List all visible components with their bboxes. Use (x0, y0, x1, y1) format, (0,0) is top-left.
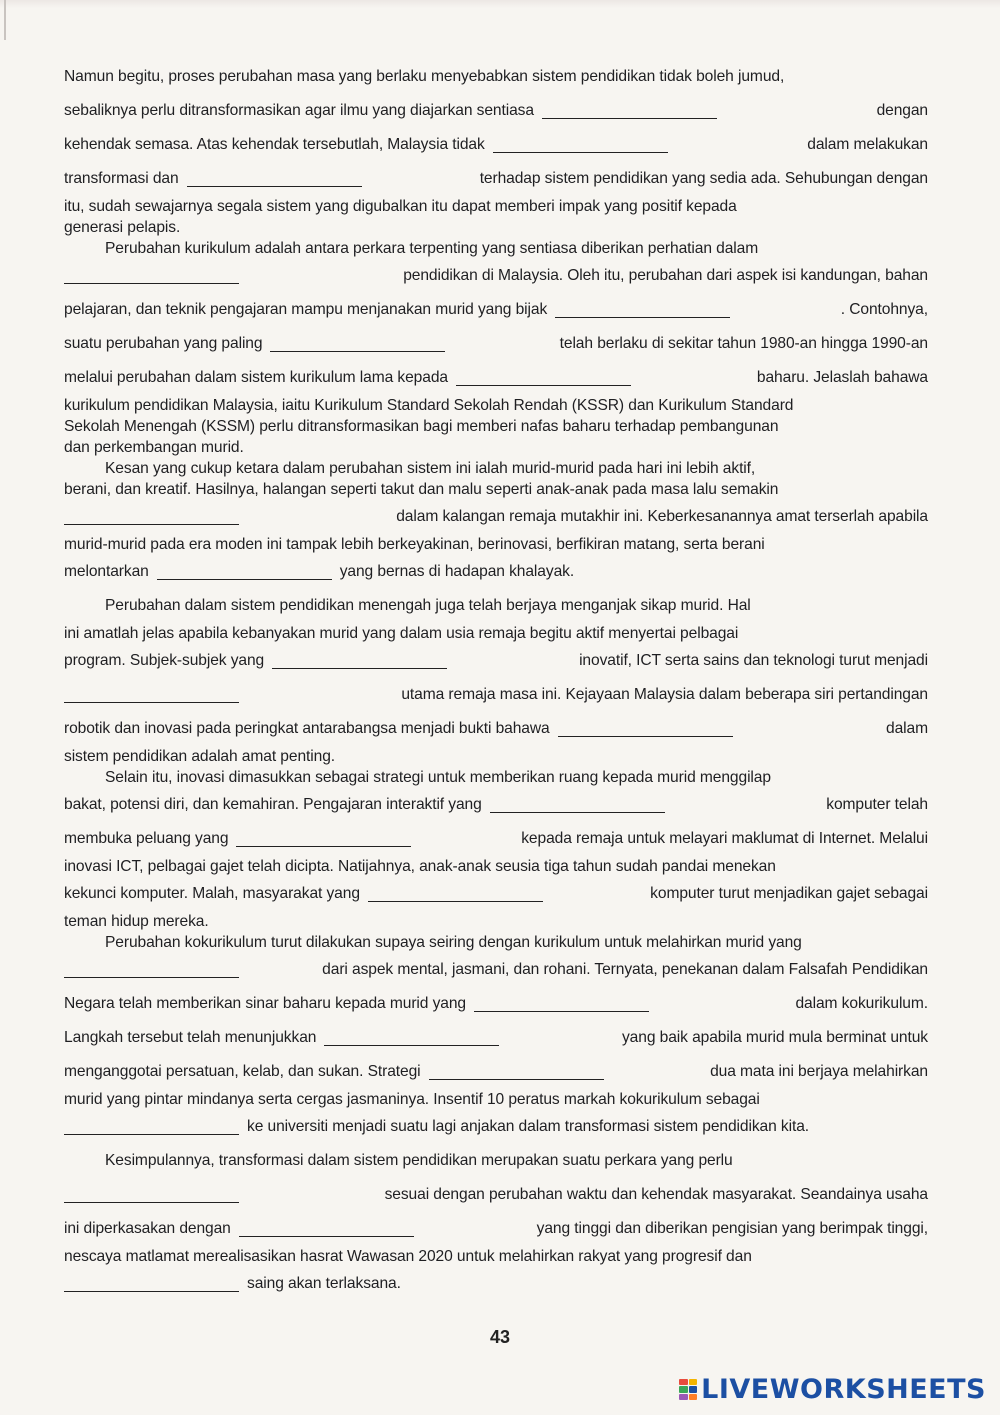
text-segment: terhadap sistem pendidikan yang sedia ada. Sehubungan dengan (479, 170, 928, 187)
answer-blank[interactable] (324, 1029, 499, 1046)
page-top-edge (0, 0, 1000, 8)
text-segment: dengan (876, 102, 928, 119)
text-segment: kepada remaja untuk melayari maklumat di Internet. Melalui (521, 830, 928, 847)
logo-square (689, 1379, 698, 1386)
answer-blank[interactable] (64, 1275, 239, 1292)
text-line (64, 500, 928, 534)
text-segment: nescaya matlamat merealisasikan hasrat Wawasan 2020 untuk melahirkan rakyat yang progresif dan (64, 1248, 752, 1265)
text-segment: yang tinggi dan diberikan pengisian yang berimpak tinggi, (536, 1220, 928, 1237)
text-line (64, 877, 928, 911)
logo-square (679, 1379, 688, 1386)
worksheet-text (64, 60, 928, 1301)
text-line (64, 746, 928, 767)
text-segment: baharu. Jelaslah bahawa (756, 369, 928, 386)
text-segment: Negara telah memberikan sinar baharu kepada murid yang (64, 995, 467, 1012)
text-segment: . Contohnya, (840, 301, 928, 318)
text-line (64, 932, 928, 953)
answer-blank[interactable] (429, 1063, 604, 1080)
text-segment: robotik dan inovasi pada peringkat antarabangsa menjadi bukti bahawa (64, 720, 550, 737)
text-segment: dalam kokurikulum. (795, 995, 928, 1012)
text-line (64, 1021, 928, 1055)
text-line (64, 712, 928, 746)
text-segment: komputer turut menjadikan gajet sebagai (650, 885, 928, 902)
text-line (64, 856, 928, 877)
text-group (64, 128, 676, 162)
text-segment: dan perkembangan murid. (64, 439, 244, 456)
answer-blank[interactable] (493, 136, 668, 153)
answer-blank[interactable] (157, 563, 332, 580)
text-line (64, 987, 928, 1021)
text-line (64, 458, 928, 479)
text-line (64, 1110, 928, 1144)
answer-blank[interactable] (555, 301, 730, 318)
text-group (64, 94, 725, 128)
text-line (64, 589, 928, 623)
text-segment: pelajaran, dan teknik pengajaran mampu menjanakan murid yang bijak (64, 301, 548, 318)
brand-name: LIVEWORKSHEETS (701, 1374, 986, 1405)
logo-square (679, 1394, 688, 1401)
text-segment: Perubahan kokurikulum turut dilakukan supaya seiring dengan kurikulum untuk melahirkan murid yang (105, 934, 802, 951)
text-segment: bakat, potensi diri, dan kemahiran. Pengajaran interaktif yang (64, 796, 482, 813)
text-line (64, 217, 928, 238)
text-segment: dari aspek mental, jasmani, dan rohani. Ternyata, penekanan dalam Falsafah Pendidikan (322, 961, 928, 978)
text-segment: Kesimpulannya, transformasi dalam sistem pendidikan merupakan suatu perkara yang perlu (105, 1152, 733, 1169)
text-line (64, 767, 928, 788)
text-segment: sesuai dengan perubahan waktu dan kehendak masyarakat. Seandainya usaha (384, 1186, 928, 1203)
answer-blank[interactable] (64, 961, 239, 978)
text-segment: Perubahan dalam sistem pendidikan menengah juga telah berjaya menganjak sikap murid. Hal (105, 597, 751, 614)
text-group (64, 1212, 422, 1246)
text-segment: Langkah tersebut telah menunjukkan (64, 1029, 317, 1046)
answer-blank[interactable] (542, 102, 717, 119)
text-line (64, 327, 928, 361)
text-line (64, 1055, 928, 1089)
answer-blank[interactable] (270, 335, 445, 352)
text-group (64, 644, 455, 678)
text-line (64, 534, 928, 555)
text-segment: murid yang pintar mindanya serta cergas jasmaninya. Insentif 10 peratus markah kokurikulum sebagai (64, 1091, 760, 1108)
text-segment: berani, dan kreatif. Hasilnya, halangan seperti takut dan malu seperti anak-anak pada masa lalu semakin (64, 481, 779, 498)
liveworksheets-logo[interactable] (679, 1374, 986, 1405)
logo-square (689, 1386, 698, 1393)
text-line (64, 1246, 928, 1267)
text-segment: melalui perubahan dalam sistem kurikulum lama kepada (64, 369, 448, 386)
text-segment: murid-murid pada era moden ini tampak lebih berkeyakinan, berinovasi, berfikiran matang, serta berani (64, 536, 765, 553)
text-line (64, 1144, 928, 1178)
text-segment: membuka peluang yang (64, 830, 229, 847)
text-segment: telah berlaku di sekitar tahun 1980-an hingga 1990-an (559, 335, 928, 352)
text-segment: sistem pendidikan adalah amat penting. (64, 748, 336, 765)
answer-blank[interactable] (558, 720, 733, 737)
text-line (64, 822, 928, 856)
text-segment: kurikulum pendidikan Malaysia, iaitu Kurikulum Standard Sekolah Rendah (KSSR) dan Kurikulum Standard (64, 397, 794, 414)
text-group (64, 788, 673, 822)
answer-blank[interactable] (239, 1220, 414, 1237)
text-line (64, 259, 928, 293)
text-segment: menganggotai persatuan, kelab, dan sukan. Strategi (64, 1063, 421, 1080)
answer-blank[interactable] (490, 796, 665, 813)
text-line (64, 293, 928, 327)
text-line (64, 678, 928, 712)
text-segment: Namun begitu, proses perubahan masa yang berlaku menyebabkan sistem pendidikan tidak boleh jumud, (64, 68, 785, 85)
answer-blank[interactable] (64, 508, 239, 525)
text-segment: Sekolah Menengah (KSSM) perlu ditransformasikan bagi memberi nafas baharu terhadap pembangunan (64, 418, 779, 435)
text-line (64, 1089, 928, 1110)
text-line (64, 788, 928, 822)
answer-blank[interactable] (64, 686, 239, 703)
answer-blank[interactable] (474, 995, 649, 1012)
text-segment: sebaliknya perlu ditransformasikan agar ilmu yang diajarkan sentiasa (64, 102, 534, 119)
logo-square (689, 1394, 698, 1401)
text-segment: teman hidup mereka. (64, 913, 209, 930)
text-segment: saing akan terlaksana. (247, 1275, 401, 1292)
text-line (64, 94, 928, 128)
text-group (64, 162, 370, 196)
text-segment: dalam melakukan (807, 136, 928, 153)
text-segment: komputer telah (826, 796, 928, 813)
text-segment: Selain itu, inovasi dimasukkan sebagai strategi untuk memberikan ruang kepada murid menggilap (105, 769, 771, 786)
text-group (64, 712, 741, 746)
text-group (64, 1055, 612, 1089)
text-segment: pendidikan di Malaysia. Oleh itu, perubahan dari aspek isi kandungan, bahan (403, 267, 928, 284)
text-line (64, 162, 928, 196)
text-segment: ke universiti menjadi suatu lagi anjakan dalam transformasi sistem pendidikan kita. (247, 1118, 810, 1135)
text-line (64, 128, 928, 162)
text-segment: inovatif, ICT serta sains dan teknologi turut menjadi (579, 652, 928, 669)
logo-square (679, 1386, 688, 1393)
text-group (64, 361, 639, 395)
text-segment: program. Subjek-subjek yang (64, 652, 265, 669)
page-number: 43 (489, 1327, 511, 1347)
text-group (64, 555, 340, 589)
text-line (64, 555, 928, 589)
text-line (64, 196, 928, 217)
text-line (64, 479, 928, 500)
text-line (64, 437, 928, 458)
text-segment: Perubahan kurikulum adalah antara perkara terpenting yang sentiasa diberikan perhatian dalam (105, 240, 759, 257)
text-line (64, 911, 928, 932)
text-segment: itu, sudah sewajarnya segala sistem yang digubalkan itu dapat memberi impak yang positif kepada (64, 198, 737, 215)
text-group (64, 877, 551, 911)
answer-blank[interactable] (187, 170, 362, 187)
text-group (64, 822, 419, 856)
text-segment: kehendak semasa. Atas kehendak tersebutlah, Malaysia tidak (64, 136, 485, 153)
text-segment: ini amatlah jelas apabila kebanyakan murid yang dalam usia remaja begitu aktif menyertai pelbagai (64, 625, 739, 642)
text-segment: melontarkan (64, 563, 149, 580)
text-segment: dua mata ini berjaya melahirkan (710, 1063, 928, 1080)
text-segment: generasi pelapis. (64, 219, 181, 236)
scan-margin-mark (4, 0, 6, 40)
text-line (64, 1178, 928, 1212)
answer-blank[interactable] (64, 267, 239, 284)
text-segment: inovasi ICT, pelbagai gajet telah dicipta. Natijahnya, anak-anak seusia tiga tahun sudah pandai menekan (64, 858, 776, 875)
text-line (64, 953, 928, 987)
text-segment: dalam (886, 720, 928, 737)
text-segment: yang bernas di hadapan khalayak. (339, 563, 575, 580)
answer-blank[interactable] (456, 369, 631, 386)
text-segment: transformasi dan (64, 170, 179, 187)
text-group (64, 327, 453, 361)
answer-blank[interactable] (64, 1118, 239, 1135)
text-group (64, 1021, 507, 1055)
text-line (64, 1212, 928, 1246)
text-segment: ini diperkasakan dengan (64, 1220, 231, 1237)
text-segment: Kesan yang cukup ketara dalam perubahan sistem ini ialah murid-murid pada hari ini lebih aktif, (105, 460, 756, 477)
text-line (64, 361, 928, 395)
text-segment: yang baik apabila murid mula berminat untuk (621, 1029, 928, 1046)
text-segment: dalam kalangan remaja mutakhir ini. Keberkesanannya amat terserlah apabila (396, 508, 928, 525)
text-line (64, 416, 928, 437)
text-line (64, 623, 928, 644)
text-line (64, 644, 928, 678)
text-segment: suatu perubahan yang paling (64, 335, 263, 352)
text-line (64, 395, 928, 416)
text-line (64, 1267, 928, 1301)
text-line (64, 60, 928, 94)
text-segment: utama remaja masa ini. Kejayaan Malaysia dalam beberapa siri pertandingan (401, 686, 928, 703)
text-line (64, 238, 928, 259)
answer-blank[interactable] (368, 885, 543, 902)
answer-blank[interactable] (64, 1186, 239, 1203)
answer-blank[interactable] (236, 830, 411, 847)
text-group (64, 293, 738, 327)
answer-blank[interactable] (272, 652, 447, 669)
text-segment: kekunci komputer. Malah, masyarakat yang (64, 885, 360, 902)
text-group (64, 987, 657, 1021)
liveworksheets-icon (679, 1379, 697, 1401)
